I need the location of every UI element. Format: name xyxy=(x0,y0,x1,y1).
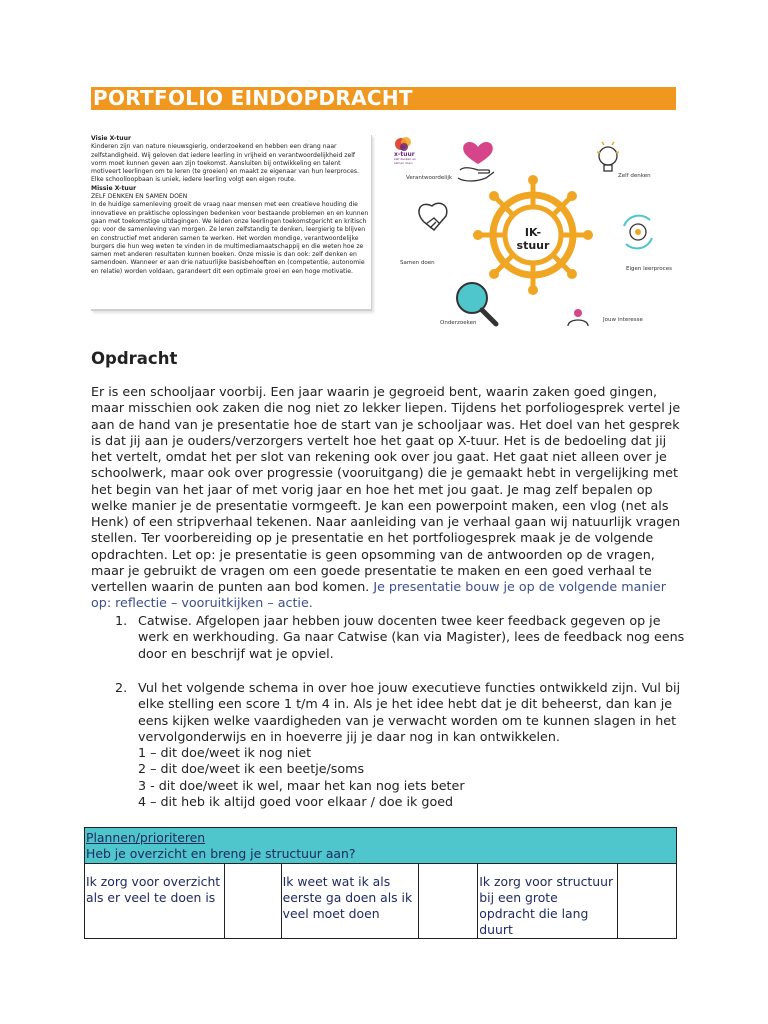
statement-text: Ik zorg voor structuur bij een grote opdracht die lang duurt xyxy=(479,874,614,937)
list-item-text: Vul het volgende schema in over hoe jouw executieve functies ontwikkeld zijn. Vul bij elke stelling een score 1 t/m 4 in. Als je het idee hebt dat je dit beheerst, dan kan je eens kijken welke vaardigheden van je verwacht worden om te kunnen slagen in het vervolgonderwijs en in hoeverre jij je daar nog in kan ontwikkelen. xyxy=(138,680,681,744)
list-item-number: 1. xyxy=(115,613,128,628)
list-item-2 xyxy=(115,680,685,812)
schema-table xyxy=(84,827,677,939)
heart-hand-icon xyxy=(458,142,494,181)
score-line: 2 – dit doe/weet ik een beetje/soms xyxy=(138,761,365,777)
visie-text: Kinderen zijn van nature nieuwsgierig, onderzoekend en hebben een drang naar zelfstandigheid. Wij geloven dat iedere leerling in vrijheid en verantwoordelijkheid zelf vorm moet kunnen geven aan zijn toekomst. Aansluiten bij ontwikkeling en talent motiveert leerlingen om te leren (te groeien) en maakt ze eigenaar van hun leerproces. Elke schoolloopbaan is uniek, iedere leerling volgt een eigen route. xyxy=(91,143,359,184)
visie-heading: Visie X-tuur xyxy=(91,135,131,142)
visie-missie-box xyxy=(91,135,372,311)
lightbulb-icon xyxy=(597,142,619,171)
score-line: 4 – dit heb ik altijd goed voor elkaar / doe ik goed xyxy=(138,793,454,809)
gear-cycle-icon xyxy=(624,216,652,249)
list-item-number: 2. xyxy=(115,680,128,695)
handshake-icon xyxy=(419,203,447,230)
label-jouw-interesse: Jouw interesse xyxy=(603,317,643,323)
schema-header-row xyxy=(85,828,677,864)
list-item-1 xyxy=(115,613,685,663)
label-eigen-leerproces: Eigen leerproces xyxy=(626,266,672,272)
page-title: PORTFOLIO EINDOPDRACHT xyxy=(93,86,413,110)
statement-text: Ik zorg voor overzicht als er veel te doen is xyxy=(86,874,221,905)
statement-cell xyxy=(478,864,618,939)
xtuur-logo-subtext: zelf denken en samen doen xyxy=(394,157,416,165)
title-bar xyxy=(91,87,676,110)
opdracht-body: Er is een schooljaar voorbij. Een jaar waarin je gegroeid bent, waarin zaken goed gingen, maar misschien ook zaken die nog niet zo lekker liepen. Tijdens het porfoliogesprek vertel je aan de hand van je presentatie hoe de start van je schooljaar was. Het doel van het gesprek is dat jij aan je ouders/verzorgers vertelt hoe het gaat op X-tuur. Het is de bedoeling dat jij het vertelt, omdat het per slot van rekening ook over jou gaat. Het gaat niet alleen over je schoolwerk, maar ook over progressie (vooruitgang) die je gemaakt hebt in vergelijking met het begin van het jaar of met vorig jaar en hoe het met jou gaat. Je mag zelf bepalen op welke manier je de presentatie vormgeeft. Je kan een powerpoint maken, een vlog (net als Henk) of een stripverhaal tekenen. Naar aanleiding van je verhaal gaan wij natuurlijk vragen stellen. Ter voorbereiding op je presentatie en het portfoliogesprek maak je de volgende opdrachten. Let op: je presentatie is geen opsomming van de antwoorden op de vragen, maar je gebruikt de vragen om een goede presentatie te maken en een goed verhaal te vertellen waarin de punten aan bod komen. xyxy=(91,384,681,594)
xtuur-logo-text: x-tuur xyxy=(394,151,415,158)
score-line: 1 – dit doe/weet ik nog niet xyxy=(138,745,312,760)
list-item-text: Catwise. Afgelopen jaar hebben jouw docenten twee keer feedback gegeven op je werk en werkhouding. Ga naar Catwise (kan via Magister), lees de feedback nog eens door en beschrijf wat je opviel. xyxy=(138,613,685,661)
wheel-center-label: IK-stuur xyxy=(516,226,550,252)
statement-text: Ik weet wat ik als eerste ga doen als ik veel moet doen xyxy=(282,874,413,921)
score-input-cell[interactable] xyxy=(618,864,677,939)
schema-subheading: Heb je overzicht en breng je structuur aan? xyxy=(86,845,356,861)
opdracht-heading: Opdracht xyxy=(91,349,178,368)
table-row xyxy=(85,864,677,939)
schema-heading: Plannen/prioriteren xyxy=(86,830,206,845)
ik-stuur-graphic xyxy=(390,130,675,330)
magnifier-icon xyxy=(457,283,496,324)
score-input-cell[interactable] xyxy=(224,864,281,939)
missie-subheading: ZELF DENKEN EN SAMEN DOEN xyxy=(91,193,188,201)
label-samen-doen: Samen doen xyxy=(400,260,435,266)
label-onderzoeken: Onderzoeken xyxy=(440,320,477,326)
missie-text: In de huidige samenleving groeit de vraag naar mensen met een creatieve houding die innovatieve en praktische oplossingen bedenken voor bestaande problemen en en kunnen gaan met toekomstige uitdagingen. We leiden onze leerlingen toekomstgericht en kritisch op: voor de samenleving van morgen. Ze leren zelfstandig te denken, leergierig te blijven en constructief met anderen samen te werken. Het worden mondige, verantwoordelijke burgers die hun weg weten te vinden in de multimediamaatschappij en die weten hoe ze samen met anderen resultaten kunnen boeken. Onze missie is dan ook: zelf denken en samendoen. Wanneer er aan drie natuurlijke basisbehoeften en (competentie, autonomie en relatie) worden voldaan, garandeert dit een optimale groei en een hoge motivatie. xyxy=(91,201,369,275)
score-line: 3 - dit doe/weet ik wel, maar het kan nog iets beter xyxy=(138,777,465,793)
score-input-cell[interactable] xyxy=(419,864,478,939)
statement-cell xyxy=(281,864,419,939)
person-heart-icon xyxy=(568,309,588,326)
statement-cell xyxy=(85,864,225,939)
schema-header-cell xyxy=(85,828,677,864)
opdracht-body-blue: Je presentatie bouw je op de volgende manier op: reflectie – vooruitkijken – actie. xyxy=(91,579,666,611)
label-verantwoordelijk: Verantwoordelijk xyxy=(406,175,453,181)
missie-heading: Missie X-tuur xyxy=(91,184,137,192)
opdracht-paragraph xyxy=(91,384,683,612)
label-zelf-denken: Zelf denken xyxy=(618,173,651,179)
